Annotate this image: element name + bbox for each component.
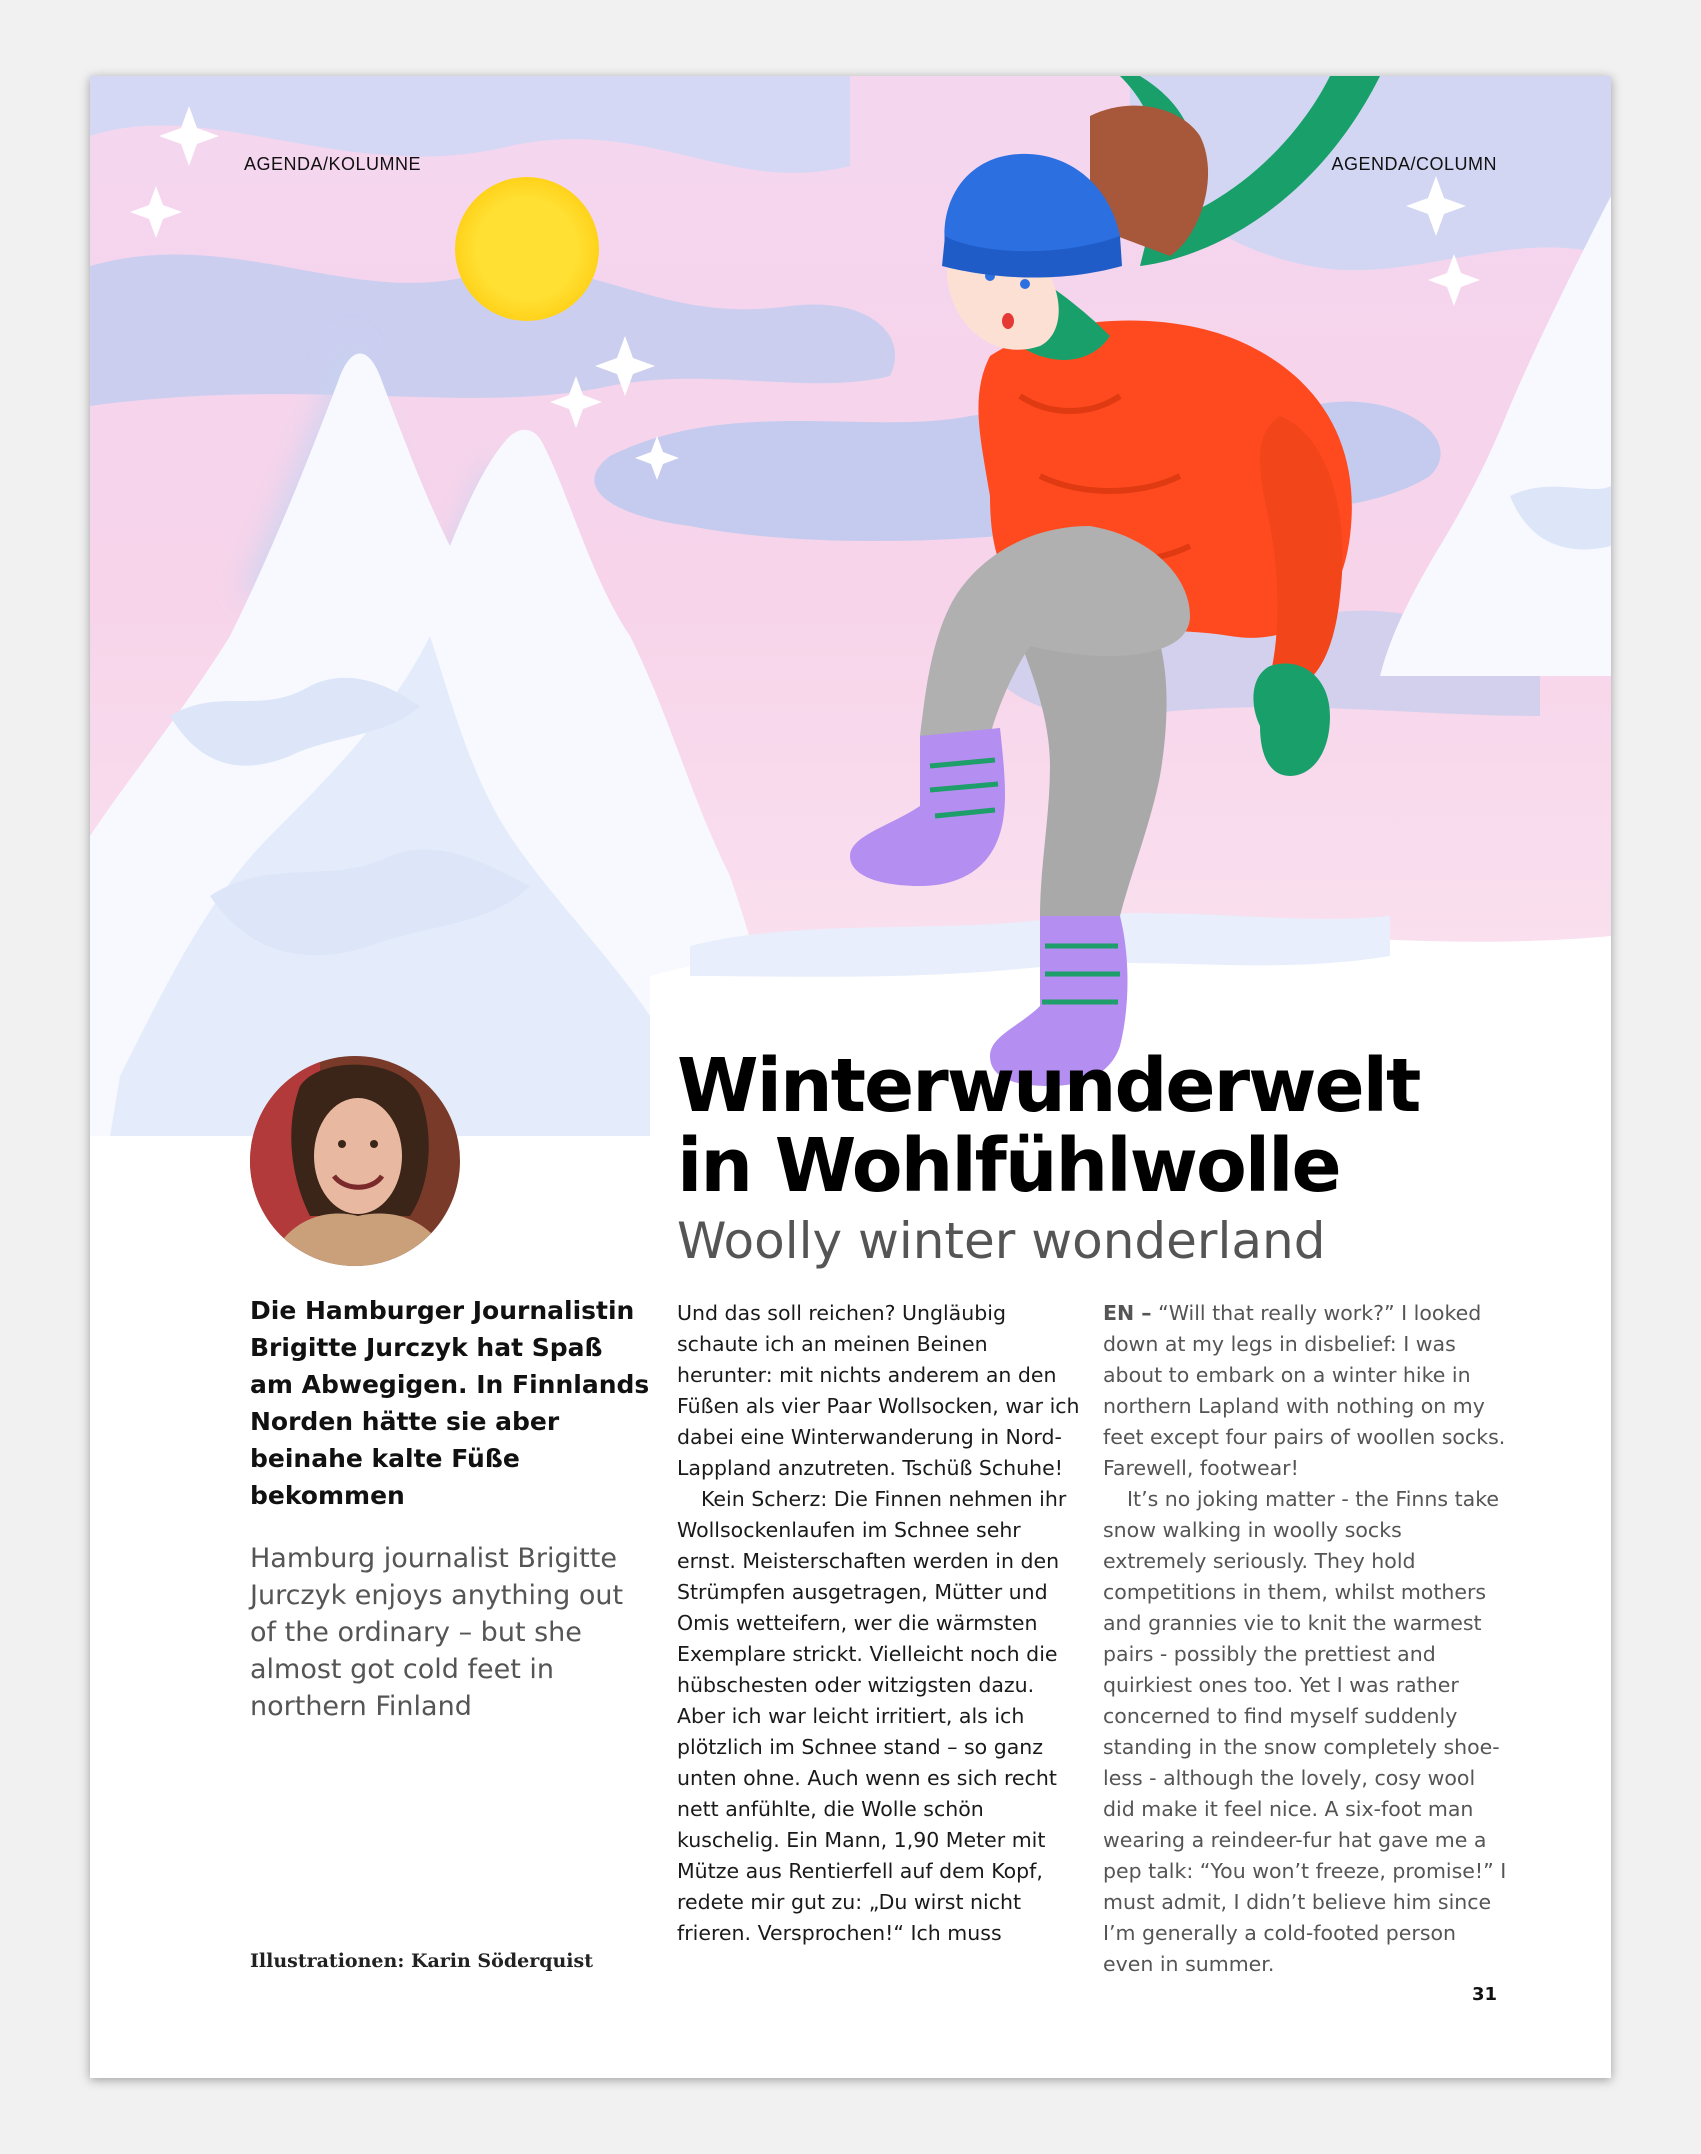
- article-subtitle: Woolly winter wonderland: [677, 1212, 1326, 1270]
- article-title: [677, 1043, 1497, 1209]
- article-title-line2: in Wohlfühlwolle: [677, 1123, 1340, 1209]
- hero-illustration: [90, 76, 1611, 1136]
- body-paragraph-en-1: [1103, 1298, 1508, 1484]
- teaser-german: Die Hamburger Journalistin Brigitte Jurczyk hat Spaß am Abwegigen. In Finnlands Norden hätte sie aber beinahe kalte Füße bekommen: [250, 1296, 650, 1510]
- language-label-en: EN –: [1103, 1301, 1152, 1325]
- body-column-german: [677, 1298, 1082, 1949]
- author-avatar: [250, 1056, 460, 1266]
- magazine-page: [90, 76, 1611, 2078]
- article-title-line1: Winterwunderwelt: [677, 1043, 1420, 1129]
- body-column-english: [1103, 1298, 1508, 1980]
- body-paragraph-en-2: It’s no joking matter - the Finns take snow walking in woolly socks extremely seriously. They hold competitions in them, whilst mothers and grannies vie to knit the warmest pairs - possibly the prettiest and quirkiest ones too. Yet I was rather concerned to find myself suddenly standing in the snow completely shoe-less - although the lovely, cosy wool did make it feel nice. A six-foot man wearing a reindeer-fur hat gave me a pep talk: “You won’t freeze, promise!” I must admit, I didn’t believe him since I’m generally a cold-footed person even in summer.: [1103, 1487, 1507, 1976]
- body-paragraph-en-1-text: “Will that really work?” I looked down at my legs in disbelief: I was about to embark on a winter hike in northern Lapland with nothing on my feet except four pairs of woollen socks. Farewell, footwear!: [1103, 1301, 1506, 1480]
- body-paragraph-de-2: Kein Scherz: Die Finnen nehmen ihr Wollsockenlaufen im Schnee sehr ernst. Meisterschaften werden in den Strümpfen ausgetragen, Mütter und Omis wetteifern, wer die wärmsten Exemplare strickt. Vielleicht noch die hübschesten oder witzigsten dazu. Aber ich war leicht irritiert, als ich plötzlich im Schnee stand – so ganz unten ohne. Auch wenn es sich recht nett anfühlte, die Wolle schön kuschelig. Ein Mann, 1,90 Meter mit Mütze aus Rentierfell auf dem Kopf, redete mir gut zu: „Du wirst nicht frieren. Versprochen!“ Ich muss: [677, 1487, 1067, 1945]
- section-kicker-de: AGENDA/KOLUMNE: [244, 154, 422, 174]
- page-number: 31: [1471, 1984, 1497, 2005]
- body-paragraph-de-1: Und das soll reichen? Ungläubig schaute ich an meinen Beinen herunter: mit nichts anderem an den Füßen als vier Paar Wollsocken, war ich dabei eine Winterwanderung in Nord-Lappland anzutreten. Tschüß Schuhe!: [677, 1301, 1080, 1480]
- section-kicker-en: AGENDA/COLUMN: [1331, 154, 1497, 174]
- illustration-credit: Illustrationen: Karin Söderquist: [250, 1950, 593, 1972]
- teaser-english: Hamburg journalist Brigitte Jurczyk enjoys anything out of the ordinary – but she almost got cold feet in northern Finland: [250, 1543, 624, 1722]
